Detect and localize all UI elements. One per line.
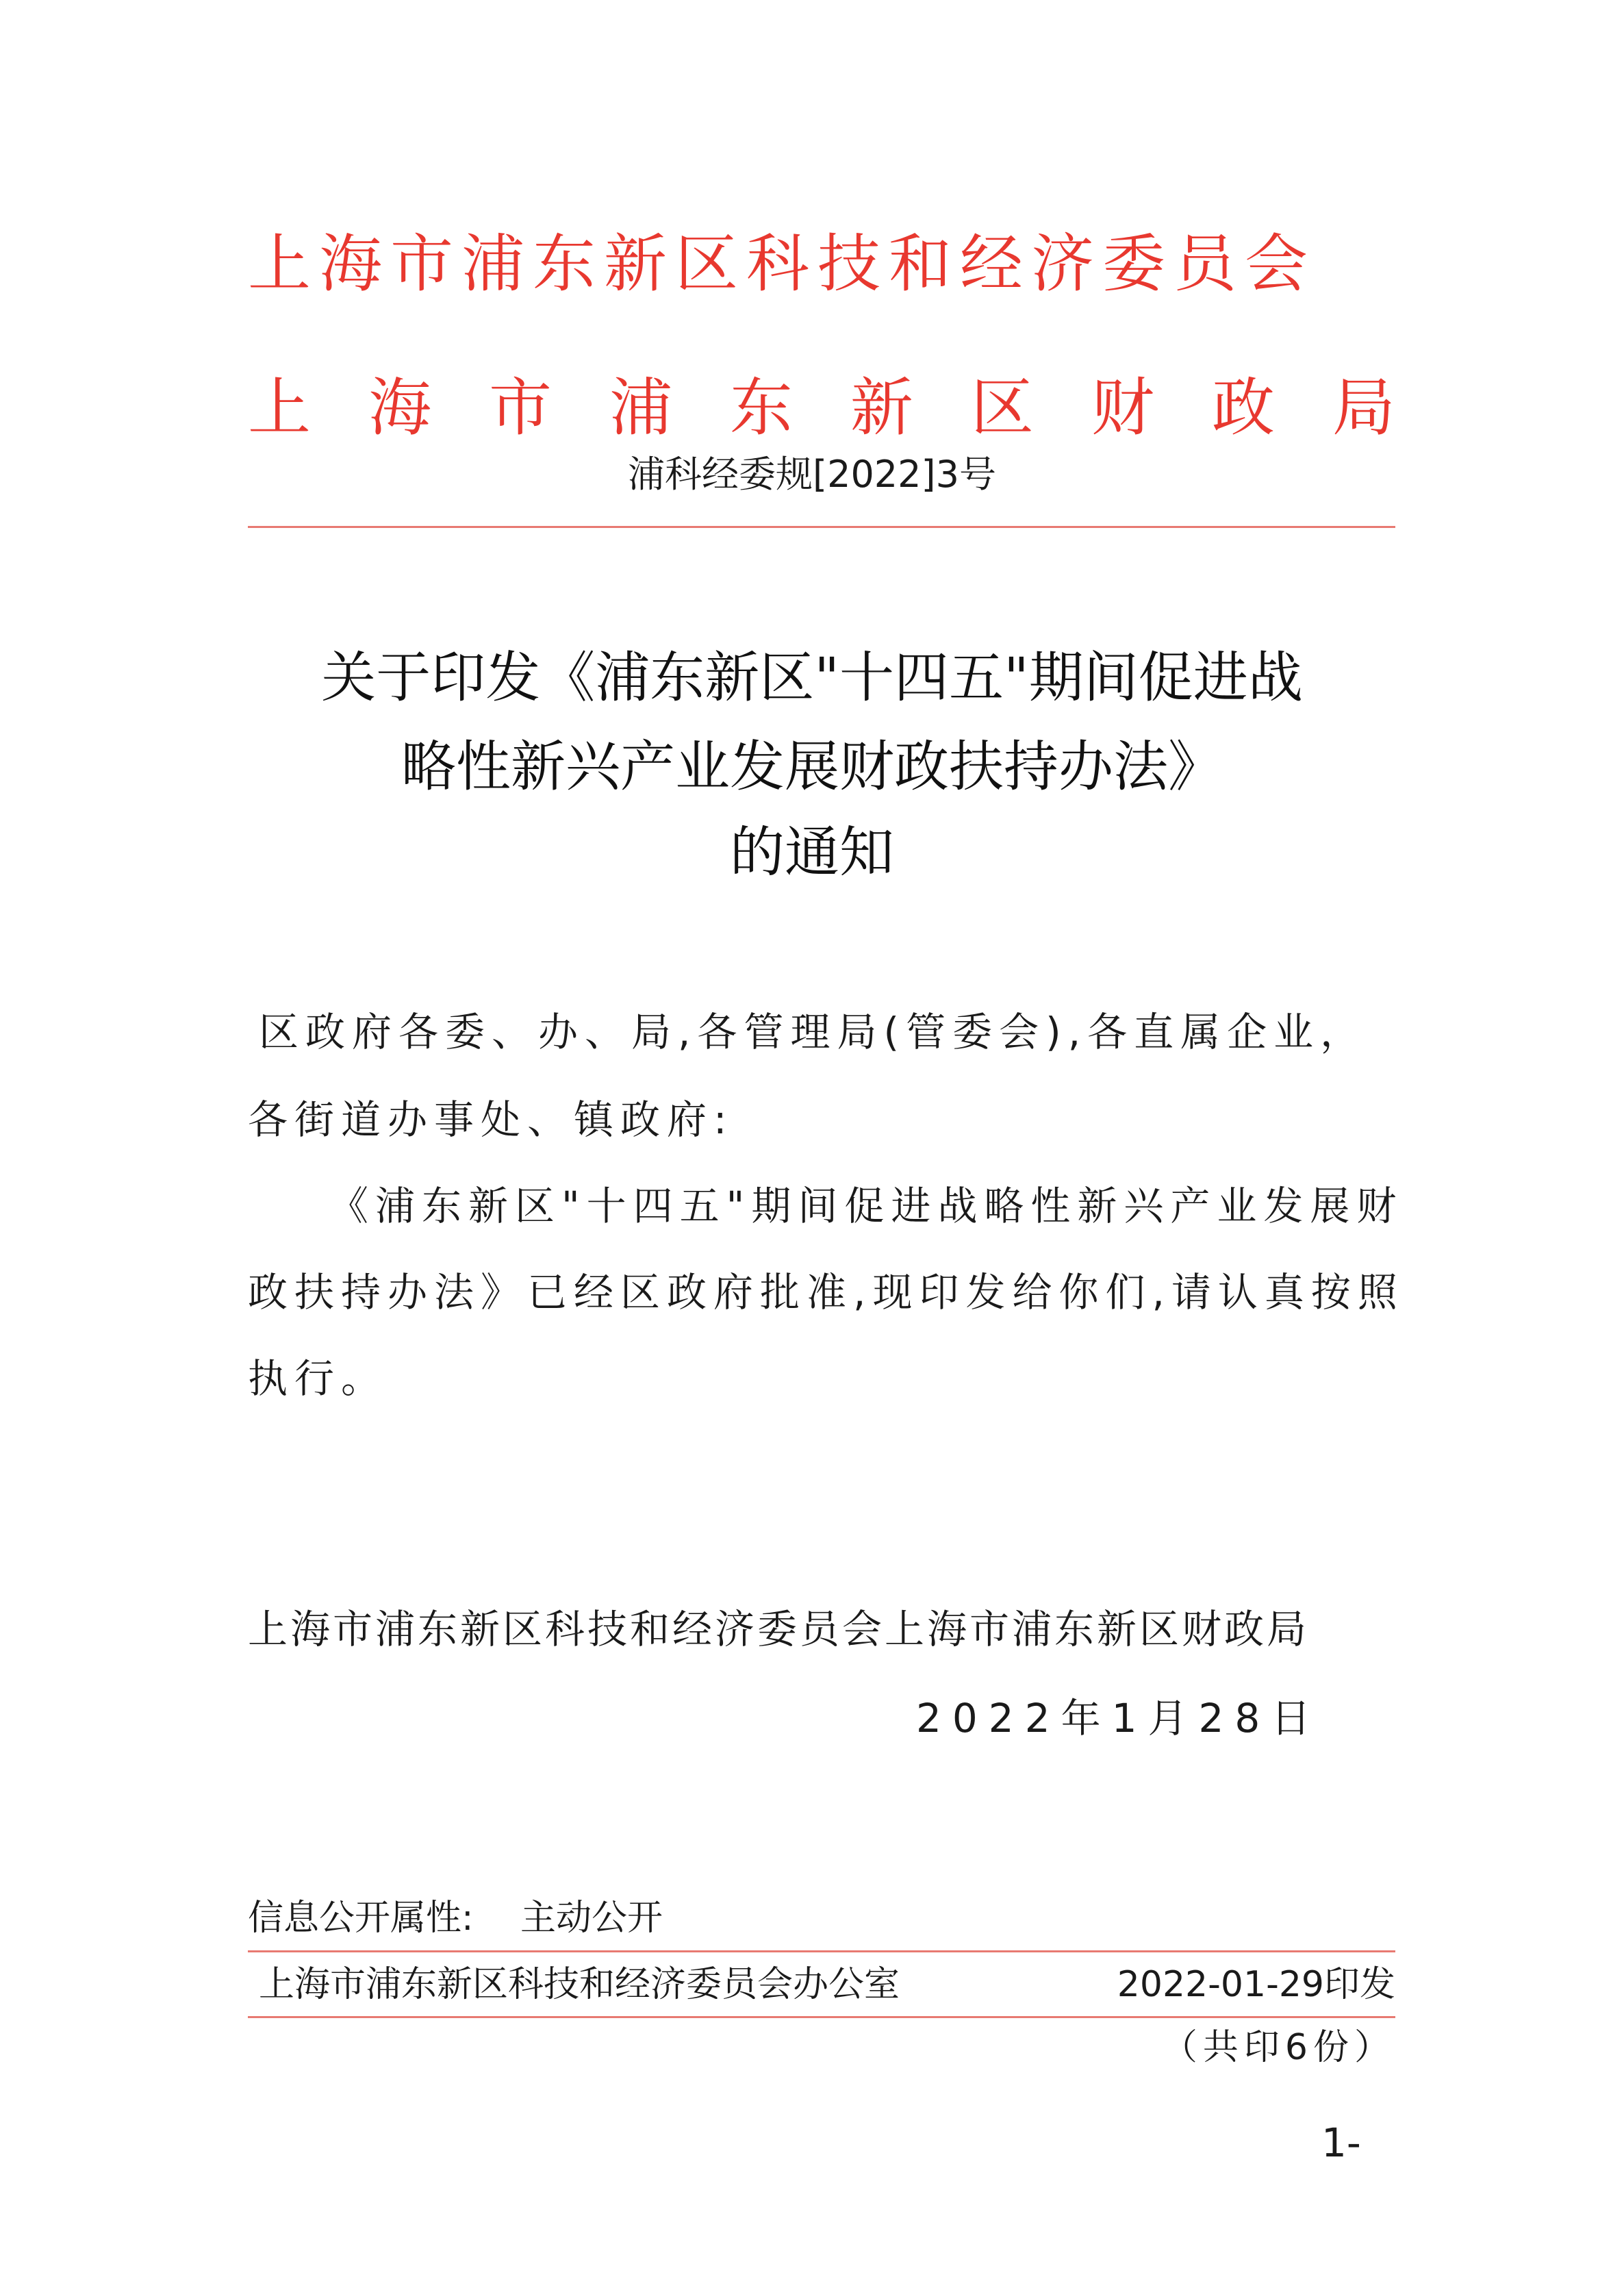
disclosure-label: 信息公开属性: xyxy=(248,1898,474,1939)
body-paragraph-line-1: 《浦东新区"十四五"期间促进战略性新兴产业发展财 xyxy=(329,1183,1404,1229)
issuer-2-char: 区 xyxy=(970,371,1034,444)
copies-count: （共印6份） xyxy=(1161,2027,1395,2068)
signature-issuers: 上海市浦东新区科技和经济委员会上海市浦东新区财政局 xyxy=(248,1606,1310,1652)
signature-date: 2022年1月28日 xyxy=(916,1695,1322,1741)
issuing-office: 上海市浦东新区科技和经济委员会办公室 xyxy=(259,1964,900,2005)
disclosure-value: 主动公开 xyxy=(520,1898,663,1939)
issuer-2-char: 上 xyxy=(248,371,312,444)
body-paragraph-line-3: 执行。 xyxy=(248,1355,388,1402)
recipients-line-1: 区政府各委、办、局,各管理局(管委会),各直属企业， xyxy=(259,1009,1367,1055)
issuer-2-char: 新 xyxy=(850,371,913,444)
page-number: 1- xyxy=(1321,2119,1361,2166)
issue-date: 2022-01-29印发 xyxy=(1117,1964,1395,2005)
issuer-line-2 xyxy=(248,371,1395,444)
body-paragraph-line-2: 政扶持办法》已经区政府批准,现印发给你们,请认真按照 xyxy=(248,1269,1404,1316)
issuer-2-char: 东 xyxy=(729,371,793,444)
document-number: 浦科经委规[2022]3号 xyxy=(628,453,996,496)
recipients-line-2: 各街道办事处、镇政府: xyxy=(248,1096,734,1143)
title-line-2: 略性新兴产业发展财政扶持办法》 xyxy=(401,735,1223,798)
header-divider xyxy=(248,526,1395,528)
footer-divider-bottom xyxy=(248,2016,1395,2018)
issuer-line-1: 上海市浦东新区科技和经济委员会 xyxy=(248,227,1317,301)
footer-divider-top xyxy=(248,1950,1395,1952)
title-line-1: 关于印发《浦东新区"十四五"期间促进战 xyxy=(321,646,1303,709)
issuer-2-char: 财 xyxy=(1091,371,1154,444)
title-line-3: 的通知 xyxy=(730,820,894,884)
issuer-2-char: 政 xyxy=(1211,371,1275,444)
issuer-2-char: 市 xyxy=(488,371,552,444)
issuer-2-char: 局 xyxy=(1332,371,1395,444)
issuer-2-char: 浦 xyxy=(609,371,672,444)
issuer-2-char: 海 xyxy=(368,371,431,444)
